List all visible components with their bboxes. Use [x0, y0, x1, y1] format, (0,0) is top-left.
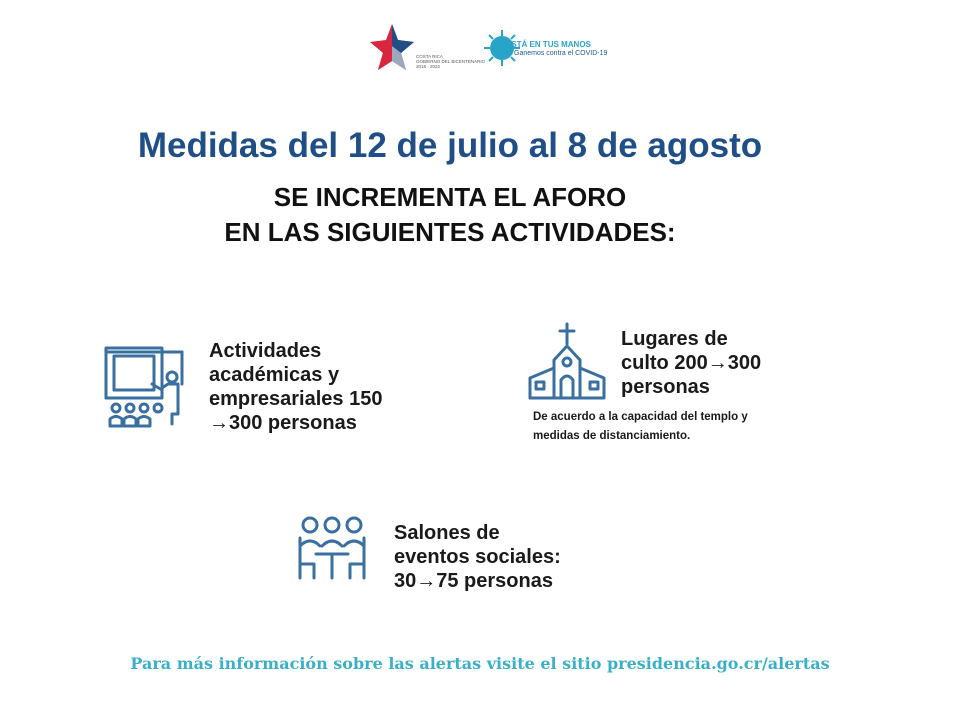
item-events-line-2: eventos sociales: — [394, 546, 561, 568]
logo-gov-line-1: COSTA RICA — [416, 54, 443, 59]
item-events-line-1: Salones de — [394, 522, 500, 544]
logo-gov-line-3: 2018 · 2022 — [416, 64, 441, 69]
item-worship-note-line-2: medidas de distanciamiento. — [533, 430, 691, 442]
logo-gov-line-2: GOBIERNO DEL BICENTENARIO — [416, 59, 486, 64]
item-worship-note — [533, 408, 748, 446]
campaign-logo-line-1: ESTÁ EN TUS MANOS — [506, 40, 591, 49]
item-worship-line-2: culto 200→300 — [621, 352, 762, 374]
meeting-icon — [296, 516, 368, 580]
campaign-logo-line-2: Ganemos contra el COVID-19 — [514, 50, 608, 57]
item-events-line-3: 30→75 personas — [394, 570, 553, 592]
item-events-text — [394, 521, 561, 593]
item-academic-line-1: Actividades — [209, 340, 322, 362]
item-academic-line-4: →300 personas — [209, 412, 357, 434]
church-icon — [524, 322, 610, 402]
subtitle — [0, 180, 900, 250]
classroom-icon — [102, 344, 188, 430]
campaign-logo — [484, 26, 608, 70]
government-logo — [368, 22, 486, 74]
footer-info: Para más información sobre las alertas visite el sitio presidencia.go.cr/alertas — [130, 654, 830, 673]
item-academic-line-2: académicas y — [209, 364, 340, 386]
subtitle-line-2: EN LAS SIGUIENTES ACTIVIDADES: — [224, 217, 676, 247]
item-academic-text — [209, 339, 382, 435]
item-worship-line-3: personas — [621, 376, 710, 398]
page-title: Medidas del 12 de julio al 8 de agosto — [137, 126, 763, 165]
star-logo-icon — [368, 22, 416, 74]
item-worship-text — [621, 327, 761, 399]
subtitle-line-1: SE INCREMENTA EL AFORO — [273, 182, 627, 212]
item-academic-line-3: empresariales 150 — [209, 388, 383, 410]
item-worship-note-line-1: De acuerdo a la capacidad del templo y — [533, 411, 748, 423]
item-worship-line-1: Lugares de — [621, 328, 728, 350]
